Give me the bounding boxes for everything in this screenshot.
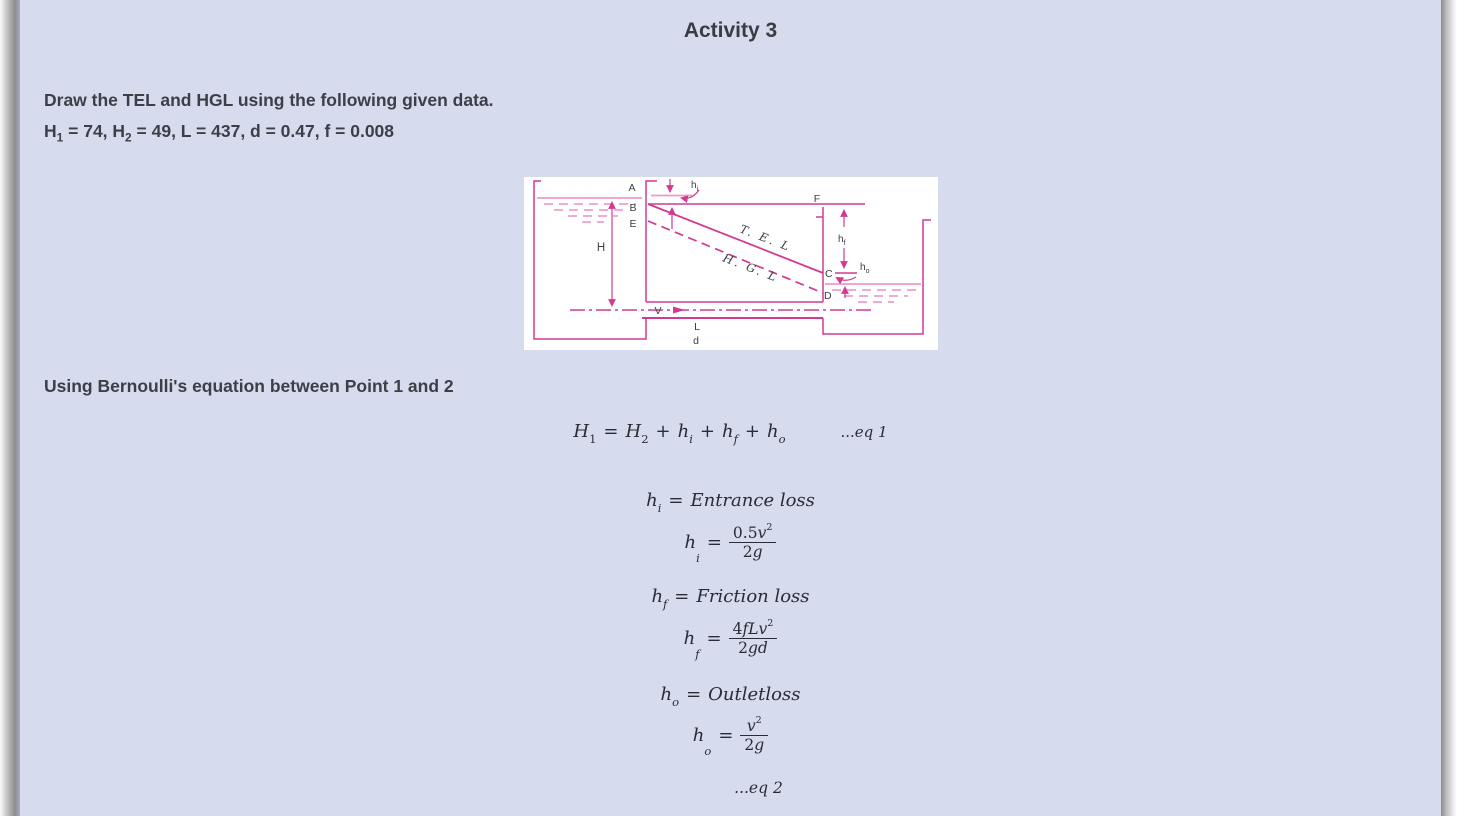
ho-formula: h $_o$ = v $^2$ 2 g [693, 717, 768, 754]
figure-tel-hgl [524, 177, 938, 350]
ho-fraction: v $^2$ 2 g [740, 717, 768, 754]
bernoulli-heading: Using Bernoulli's equation between Point 1 and 2 [44, 376, 454, 396]
hi-fraction: 0.5 v $^2$ 2 g [729, 524, 777, 561]
problem-statement: Draw the TEL and HGL using the following given data. [44, 90, 494, 110]
ho-formula-row [20, 715, 1441, 758]
eq2-label: ...eq 2 [734, 779, 783, 797]
label-V: V [654, 305, 662, 317]
hi-label: $h_i$ [691, 180, 699, 193]
hi-formula: h $_i$ = 0.5 v $^2$ 2 g [685, 524, 777, 561]
label-F: F [813, 193, 821, 205]
hi-definition-row [20, 490, 1441, 515]
tel-label: T. E. L [737, 221, 794, 255]
ho-definition: h $_o$ = Outletloss [660, 684, 801, 709]
ho-label: $h_o$ [860, 262, 870, 275]
equation-1-row [20, 421, 1441, 446]
hf-definition: h $_f$ = Friction loss [651, 586, 810, 611]
label-B: B [629, 202, 637, 214]
label-C: C [825, 268, 833, 280]
hi-formula-row [20, 522, 1441, 565]
hf-label: $h_f$ [838, 234, 846, 247]
given-data: $H_1 = 74$, $H_2 = 49$, L = 437, d = 0.47, f = 0.008 [44, 121, 395, 145]
label-L: L [694, 321, 700, 333]
headwall-left [646, 181, 657, 302]
ho-curved-arrow [837, 277, 856, 280]
label-d: d [693, 335, 699, 347]
hf-definition-row [20, 586, 1441, 611]
tel-hgl-diagram [524, 177, 938, 350]
hf-formula-row [20, 618, 1441, 661]
page-right-edge [1441, 0, 1457, 816]
activity-title: Activity 3 [683, 19, 778, 42]
bernoulli-equation: H $_1$ = H $_2$ + h $_i$ + h $_f$ + h $_o$ [573, 421, 786, 446]
velocity-arrowhead [673, 307, 685, 314]
eq1-label: ...eq 1 [840, 422, 888, 441]
page-left-edge [0, 0, 20, 816]
label-A: A [628, 182, 636, 194]
label-D: D [824, 290, 832, 302]
hf-formula: h $_f$ = 4 fLv $^2$ 2 gd [684, 620, 778, 657]
hgl-label: H. G. L [720, 250, 781, 285]
hf-fraction: 4 fLv $^2$ 2 gd [729, 620, 778, 657]
label-E: E [629, 218, 637, 230]
hi-definition: h $_i$ = Entrance loss [646, 490, 815, 515]
label-H: H [596, 242, 606, 254]
eq2-label-row [20, 779, 1441, 797]
ho-definition-row [20, 684, 1441, 709]
